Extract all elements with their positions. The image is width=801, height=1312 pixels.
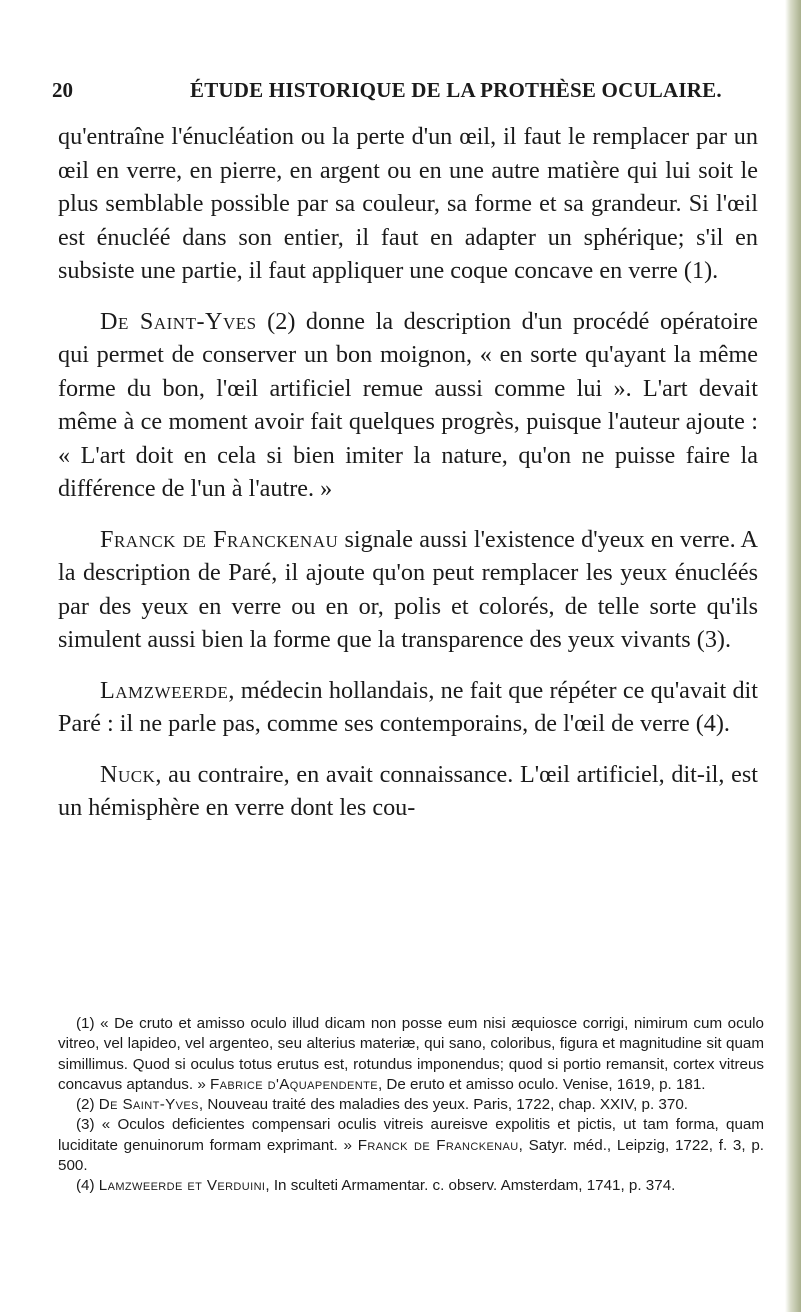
footnote-4	[58, 1176, 764, 1196]
paragraph-3-text: signale aussi l'existence d'yeux en verre. A la description de Paré, il ajoute qu'on peut remplacer les yeux énucléés par des yeux en verre ou en or, polis et colorés, de telle sorte qu'ils simulent aussi bien la forme que la transparence des yeux vivants (3).	[58, 525, 758, 653]
body-text	[58, 120, 758, 825]
footnote-3-text: (3) « Oculos deficientes compensari oculis vitreis aureisve expolitis et pictis, ut tam forma, quam luciditate genuinorum formam exprimant. »	[58, 1116, 764, 1154]
paragraph-4-text: , médecin hollandais, ne fait que répéter ce qu'avait dit Paré : il ne parle pas, comme ses contemporains, de l'œil de verre (4).	[58, 676, 758, 737]
footnote-2-tail: , Nouveau traité des maladies des yeux. Paris, 1722, chap. XXIV, p. 370.	[198, 1096, 688, 1114]
page-number: 20	[52, 78, 73, 102]
footnotes	[58, 1014, 764, 1197]
footnote-3-author: Franck de Franckenau	[357, 1136, 519, 1154]
footnote-1-text: (1) « De cruto et amisso oculo illud dicam non posse eum nisi æquiosce corrigi, nimirum cum oculo vitreo, vel lapideo, vel argenteo, seu alterius materiæ, qui sano, coloribus, figura et magnitudine sit quam simillimus. Quod si oculus totus erutus est, rotundus imponendus; quod si portio remansit, cortex vitreus concavus aptandus. »	[58, 1015, 764, 1093]
footnote-2-text: (2)	[76, 1096, 99, 1114]
footnote-4-text: (4)	[76, 1177, 99, 1195]
running-title: ÉTUDE HISTORIQUE DE LA PROTHÈSE OCULAIRE.	[190, 78, 722, 102]
footnote-2	[58, 1095, 764, 1115]
paragraph-5-text: , au contraire, en avait connaissance. L'œil artificiel, dit-il, est un hémisphère en verre dont les cou-	[58, 760, 758, 821]
paragraph-1	[58, 120, 758, 288]
footnote-1-tail: , De eruto et amisso oculo. Venise, 1619, p. 181.	[377, 1075, 706, 1093]
footnote-1-author: Fabrice d'Aquapendente	[209, 1075, 378, 1093]
paragraph-2	[58, 305, 758, 506]
footnote-4-tail: , In sculteti Armamentar. c. observ. Amsterdam, 1741, p. 374.	[265, 1177, 676, 1195]
page-header	[52, 78, 752, 112]
footnote-3	[58, 1115, 764, 1176]
footnote-3-tail: , Satyr. méd., Leipzig, 1722, f. 3, p. 500.	[58, 1136, 764, 1175]
page-edge-shadow	[785, 0, 801, 1312]
paragraph-5	[58, 758, 758, 825]
paragraph-1-text: qu'entraîne l'énucléation ou la perte d'un œil, il faut le remplacer par un œil en verre, en pierre, en argent ou en une autre matière qui lui soit le plus semblable possible par sa couleur, sa forme et sa grandeur. Si l'œil est énucléé dans son entier, il faut en adapter un sphérique; s'il en subsiste une partie, il faut appliquer une coque concave en verre (1).	[58, 123, 758, 284]
footnote-4-author: Lamzweerde et Verduini	[98, 1177, 266, 1195]
footnote-1	[58, 1014, 764, 1095]
author-name-saint-yves: De Saint-Yves	[100, 307, 257, 335]
paragraph-3	[58, 523, 758, 657]
paragraph-2-text: (2) donne la description d'un procédé opératoire qui permet de conserver un bon moignon, « en sorte qu'ayant la même forme du bon, l'œil artificiel remue aussi comme lui ». L'art devait même à ce moment avoir fait quelques progrès, puisque l'auteur ajoute : « L'art doit en cela si bien imiter la nature, qu'on ne puisse faire la différence de l'un à l'autre. »	[58, 307, 758, 502]
author-name-nuck: Nuck	[100, 760, 156, 788]
paragraph-4	[58, 674, 758, 741]
footnote-2-author: De Saint-Yves	[98, 1096, 199, 1114]
author-name-franck-de-franckenau: Franck de Franckenau	[100, 525, 339, 553]
author-name-lamzweerde: Lamzweerde	[100, 676, 229, 704]
